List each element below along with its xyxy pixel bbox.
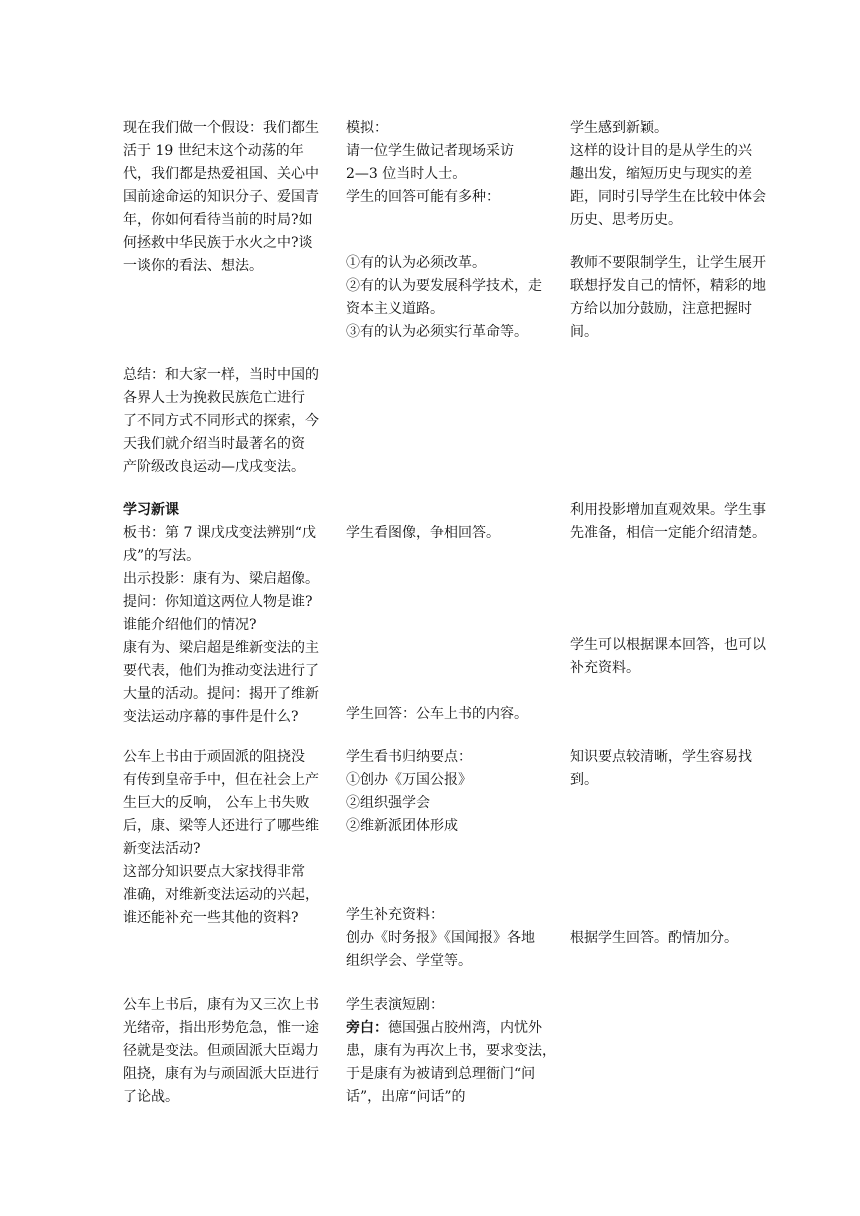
text-line: 有传到皇帝手中，但在社会上产 (123, 772, 319, 788)
text-line: 学生补充资料： (346, 907, 444, 923)
text-line: 各界人士为挽救民族危亡进行 (123, 390, 305, 406)
text-line: 公车上书由于顽固派的阻挠没 (123, 749, 305, 765)
text-line: 这部分知识要点大家找得非常 (123, 864, 305, 880)
text-line: 资本主义道路。 (346, 301, 444, 317)
intent-text-teacher-note (570, 252, 782, 344)
text-line: 径就是变法。但顽固派大臣竭力 (123, 1043, 319, 1059)
student-text-skit (346, 994, 558, 1109)
text-line: 公车上书后，康有为又三次上书 (123, 997, 319, 1013)
text-line: 学生看书归纳要点： (346, 749, 472, 765)
narration-label: 旁白： (346, 1020, 388, 1036)
text-line: 联想抒发自己的情怀，精彩的地 (570, 278, 766, 294)
text-line: 光绪帝，指出形势危急，惟一途 (123, 1020, 319, 1036)
text-line: ②维新派团体形成 (346, 818, 458, 834)
intent-text-projection (570, 499, 782, 545)
text-line: ②有的认为要发展科学技术，走 (346, 278, 542, 294)
text-line: 总结：和大家一样，当时中国的 (123, 367, 319, 383)
student-text-answer (346, 703, 558, 726)
text-line: ②组织强学会 (346, 795, 430, 811)
text-line: 话”，出席“问话”的 (346, 1089, 466, 1105)
text-line: 请一位学生做记者现场采访 (346, 143, 514, 159)
intent-text-scoring (570, 927, 782, 950)
section-heading: 学习新课 (123, 502, 179, 518)
text-line: 了不同方式不同形式的探索，今 (123, 413, 319, 429)
text-line: 先准备，相信一定能介绍清楚。 (570, 525, 766, 541)
text-line: 板书：第 7 课戊戌变法辨别“戊 (123, 525, 316, 541)
text-line: 康有为、梁启超是维新变法的主 (123, 640, 319, 656)
text-line: 创办《时务报》《国闻报》各地 (346, 930, 535, 946)
text-line: 产阶级改良运动—戊戌变法。 (123, 459, 305, 475)
text-line: 到。 (570, 772, 598, 788)
text-line: 天我们就介绍当时最著名的资 (123, 436, 305, 452)
student-text-answers (346, 252, 558, 344)
text-line: 补充资料。 (570, 660, 640, 676)
text-line: 要代表，他们为推动变法进行了 (123, 663, 319, 679)
text-line: 生巨大的反响， 公车上书失败 (123, 795, 310, 811)
text-line: ①有的认为必须改革。 (346, 255, 486, 271)
text-line: 教师不要限制学生，让学生展开 (570, 255, 766, 271)
text-line-rest: 德国强占胶州湾，内忧外 (388, 1020, 542, 1036)
text-line: 准确，对维新变法运动的兴起， (123, 887, 319, 903)
text-line: 趣出发，缩短历史与现实的差 (570, 166, 752, 182)
text-line: 活于 19 世纪末这个动荡的年 (123, 143, 304, 159)
text-line: 现在我们做一个假设：我们都生 (123, 120, 319, 136)
text-line: 学生可以根据课本回答，也可以 (570, 637, 766, 653)
text-line: 一谈你的看法、想法。 (123, 258, 263, 274)
text-line: ③有的认为必须实行革命等。 (346, 324, 528, 340)
text-line: 代，我们都是热爱祖国、关心中 (123, 166, 319, 182)
text-line: 年，你如何看待当前的时局?如 (123, 212, 313, 228)
teacher-text-new-lesson (123, 499, 335, 729)
student-text-look-images (346, 522, 558, 545)
text-line: 学生的回答可能有多种： (346, 189, 500, 205)
text-line: 大量的活动。提问：揭开了维新 (123, 686, 319, 702)
text-line: 国前途命运的知识分子、爱国青 (123, 189, 319, 205)
text-line: 提问：你知道这两位人物是谁? (123, 594, 313, 610)
text-line: 模拟： (346, 120, 388, 136)
text-line: 了论战。 (123, 1089, 179, 1105)
text-line: 学生回答：公车上书的内容。 (346, 706, 528, 722)
text-line: 谁能介绍他们的情况? (123, 617, 257, 633)
student-text-simulation (346, 117, 558, 209)
teacher-text-summary (123, 364, 335, 479)
text-line: 患，康有为再次上书，要求变法， (346, 1043, 556, 1059)
teacher-text-reform-activities (123, 746, 335, 930)
text-line: 后，康、梁等人还进行了哪些维 (123, 818, 319, 834)
text-line (346, 1017, 558, 1040)
text-line: 出示投影：康有为、梁启超像。 (123, 571, 319, 587)
text-line: 学生看图像，争相回答。 (346, 525, 500, 541)
text-line: 方给以加分鼓励，注意把握时 (570, 301, 752, 317)
student-text-supplement (346, 904, 558, 973)
text-line: 这样的设计目的是从学生的兴 (570, 143, 752, 159)
text-line: 阻挠，康有为与顽固派大臣进行 (123, 1066, 319, 1082)
text-line: 历史、思考历史。 (570, 212, 682, 228)
text-line: 于是康有为被请到总理衙门“问 (346, 1066, 536, 1082)
text-line: 何拯救中华民族于水火之中?谈 (123, 235, 313, 251)
intent-text-novelty (570, 117, 782, 232)
text-line: ①创办《万国公报》 (346, 772, 472, 788)
teacher-text-hypothesis (123, 117, 335, 278)
text-line: 间。 (570, 324, 598, 340)
text-line: 谁还能补充一些其他的资料? (123, 910, 299, 926)
teacher-text-debate (123, 994, 335, 1109)
text-line: 距，同时引导学生在比较中体会 (570, 189, 766, 205)
text-line: 学生感到新颖。 (570, 120, 668, 136)
text-line: 知识要点较清晰，学生容易找 (570, 749, 752, 765)
text-line: 变法运动序幕的事件是什么? (123, 709, 299, 725)
text-line: 组织学会、学堂等。 (346, 953, 472, 969)
text-line: 利用投影增加直观效果。学生事 (570, 502, 766, 518)
student-text-summarize (346, 746, 558, 838)
text-line: 2—3 位当时人士。 (346, 166, 467, 182)
intent-text-key-points (570, 746, 782, 792)
text-line: 戌”的写法。 (123, 548, 201, 564)
text-line: 学生表演短剧： (346, 997, 444, 1013)
text-line: 根据学生回答。酌情加分。 (570, 930, 738, 946)
text-line: 新变法活动? (123, 841, 201, 857)
intent-text-textbook (570, 634, 782, 680)
